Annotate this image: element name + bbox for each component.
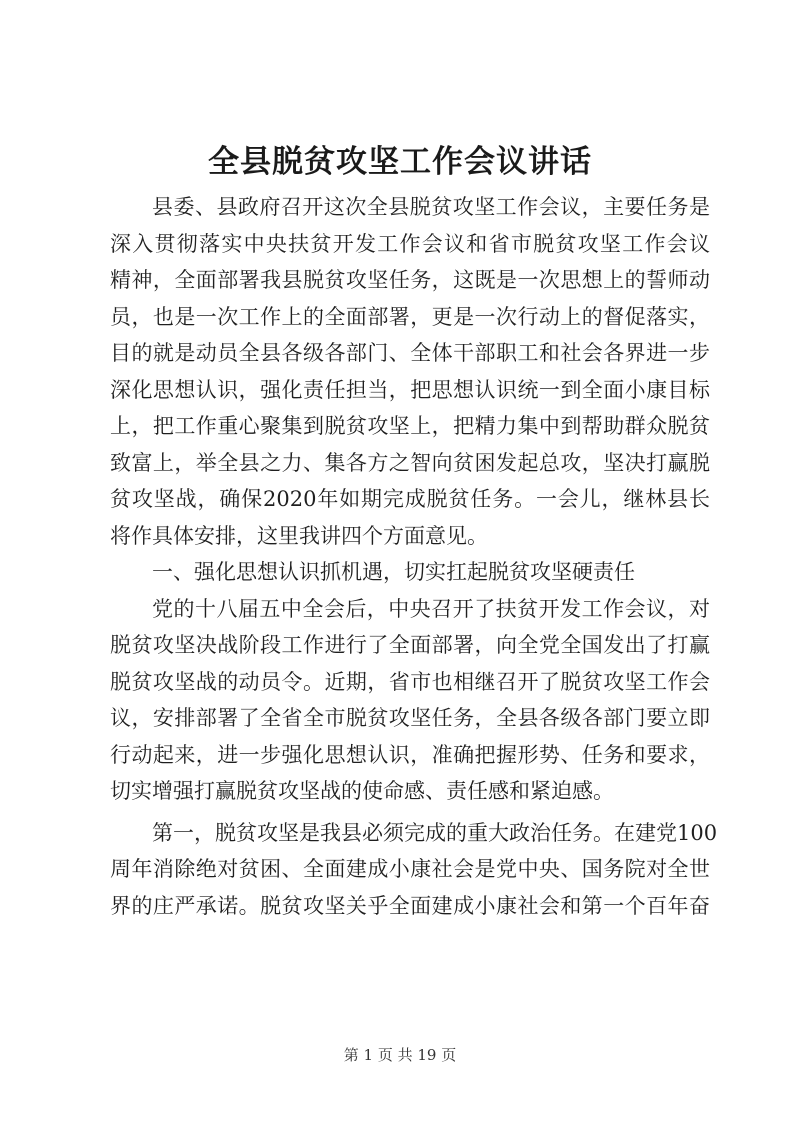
text-line: 上，把工作重心聚集到脱贫攻坚上，把精力集中到帮助群众脱贫 — [110, 414, 710, 438]
text-line: 一、强化思想认识抓机遇，切实扛起脱贫攻坚硬责任 — [152, 560, 635, 584]
text-line: 脱贫攻坚战的动员令。近期，省市也相继召开了脱贫攻坚工作会 — [110, 669, 710, 694]
paragraph-first-point — [110, 815, 718, 925]
text-line: 周年消除绝对贫困、全面建成小康社会是党中央、国务院对全世 — [110, 857, 710, 881]
document-body — [110, 189, 718, 924]
text-line: 员，也是一次工作上的全面部署，更是一次行动上的督促落实， — [110, 304, 710, 329]
paragraph-section-one — [110, 591, 710, 810]
paragraph-intro — [110, 189, 710, 554]
text-line: 贫攻坚战，确保2020年如期完成脱贫任务。一会儿，继林县长 — [110, 487, 710, 511]
text-line: 县委、县政府召开这次全县脱贫攻坚工作会议，主要任务是 — [152, 195, 710, 219]
text-line: 将作具体安排，这里我讲四个方面意见。 — [110, 523, 488, 548]
text-line: 精神，全面部署我县脱贫攻坚任务，这既是一次思想上的誓师动 — [110, 268, 710, 292]
page-title: 全县脱贫攻坚工作会议讲话 — [208, 144, 592, 180]
text-line: 致富上，举全县之力、集各方之智向贫困发起总攻，坚决打赢脱 — [110, 450, 710, 475]
text-line: 界的庄严承诺。脱贫攻坚关乎全面建成小康社会和第一个百年奋 — [110, 893, 710, 918]
text-line: 行动起来，进一步强化思想认识，准确把握形势、任务和要求， — [110, 742, 710, 767]
text-line: 议，安排部署了全省全市脱贫攻坚任务，全县各级各部门要立即 — [110, 706, 710, 730]
text-line: 切实增强打赢脱贫攻坚战的使命感、责任感和紧迫感。 — [110, 779, 614, 803]
text-line: 第一，脱贫攻坚是我县必须完成的重大政治任务。在建党100 — [152, 820, 718, 845]
text-line: 目的就是动员全县各级各部门、全体干部职工和社会各界进一步 — [110, 341, 710, 365]
text-line: 脱贫攻坚决战阶段工作进行了全面部署，向全党全国发出了打赢 — [110, 633, 710, 657]
text-line: 深化思想认识，强化责任担当，把思想认识统一到全面小康目标 — [110, 377, 710, 402]
text-line: 深入贯彻落实中央扶贫开发工作会议和省市脱贫攻坚工作会议 — [110, 231, 710, 256]
section-heading — [110, 554, 710, 591]
page-footer: 第 1 页 共 19 页 — [343, 1046, 457, 1064]
text-line: 党的十八届五中全会后，中央召开了扶贫开发工作会议，对 — [152, 596, 710, 621]
